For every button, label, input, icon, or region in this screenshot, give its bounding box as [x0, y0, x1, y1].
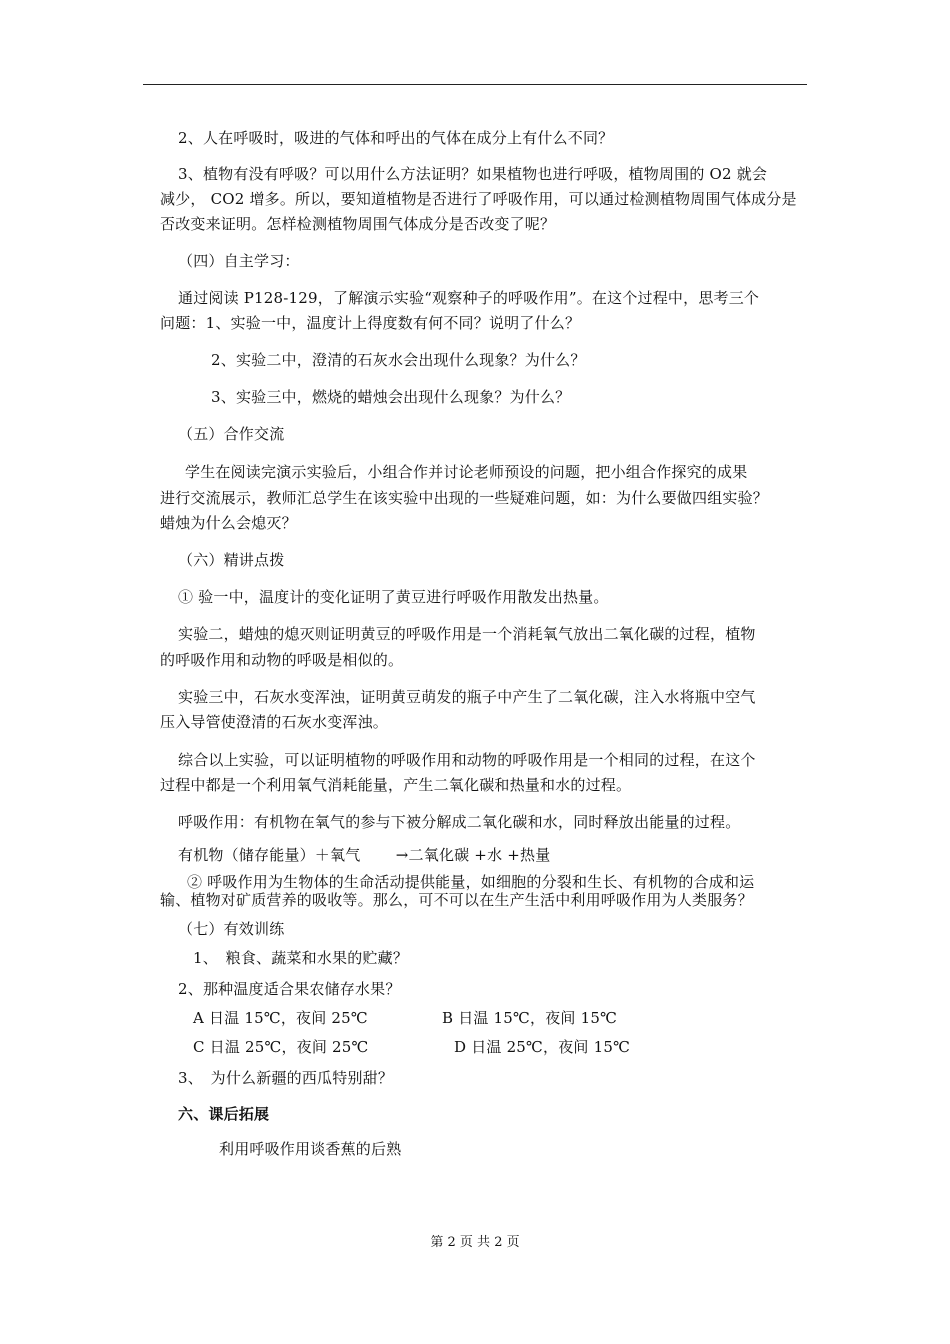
self-study-line-2: 问题：1、实验一中，温度计上得度数有何不同？说明了什么？ [160, 314, 581, 332]
section-heading-extension: 六、课后拓展 [178, 1105, 270, 1123]
summary-line-2: 过程中都是一个利用氧气消耗能量，产生二氧化碳和热量和水的过程。 [160, 776, 632, 794]
section-heading-7: （七）有效训练 [178, 920, 285, 938]
option-c: C 日温 25℃，夜间 25℃ [193, 1038, 369, 1056]
question-2: 2、人在呼吸时，吸进的气体和呼出的气体在成分上有什么不同？ [178, 129, 614, 147]
self-study-question-2: 2、实验二中，澄清的石灰水会出现什么现象？为什么？ [211, 351, 586, 369]
explanation-1: ① 验一中，温度计的变化证明了黄豆进行呼吸作用散发出热量。 [178, 588, 609, 606]
section-heading-4: （四）自主学习： [178, 252, 300, 270]
option-b: B 日温 15℃，夜间 15℃ [442, 1009, 618, 1027]
training-question-1: 1、 粮食、蔬菜和水果的贮藏？ [193, 949, 409, 967]
section-heading-5: （五）合作交流 [178, 425, 285, 443]
page-footer: 第 2 页 共 2 页 [430, 1235, 520, 1250]
extension-topic: 利用呼吸作用谈香蕉的后熟 [219, 1140, 402, 1158]
option-a: A 日温 15℃，夜间 25℃ [193, 1009, 368, 1027]
summary-line-1: 综合以上实验，可以证明植物的呼吸作用和动物的呼吸作用是一个相同的过程，在这个 [178, 751, 756, 769]
explanation-4-line-2: 输、植物对矿质营养的吸收等。那么，可不可以在生产生活中利用呼吸作用为人类服务？ [160, 891, 753, 909]
self-study-line-1: 通过阅读 P128-129，了解演示实验“观察种子的呼吸作用”。在这个过程中，思考三个 [178, 289, 760, 307]
respiration-equation: 有机物（储存能量）＋氧气 →二氧化碳 +水 +热量 [178, 846, 551, 864]
cooperation-line-1: 学生在阅读完演示实验后，小组合作并讨论老师预设的问题，把小组合作探究的成果 [185, 463, 748, 481]
explanation-4-line-1: ② 呼吸作用为生物体的生命活动提供能量，如细胞的分裂和生长、有机物的合成和运 [187, 873, 755, 891]
explanation-3-line-1: 实验三中，石灰水变浑浊，证明黄豆萌发的瓶子中产生了二氧化碳，注入水将瓶中空气 [178, 688, 756, 706]
training-question-3: 3、 为什么新疆的西瓜特别甜？ [178, 1069, 394, 1087]
cooperation-line-2: 进行交流展示，教师汇总学生在该实验中出现的一些疑难问题，如：为什么要做四组实验？ [160, 489, 769, 507]
explanation-2-line-2: 的呼吸作用和动物的呼吸是相似的。 [160, 651, 404, 669]
respiration-definition: 呼吸作用：有机物在氧气的参与下被分解成二氧化碳和水，同时释放出能量的过程。 [178, 813, 741, 831]
header-rule [143, 84, 807, 85]
option-d: D 日温 25℃，夜间 15℃ [454, 1038, 631, 1056]
self-study-question-3: 3、实验三中，燃烧的蜡烛会出现什么现象？为什么？ [211, 388, 571, 406]
explanation-3-line-2: 压入导管使澄清的石灰水变浑浊。 [160, 713, 389, 731]
question-3-line-3: 否改变来证明。怎样检测植物周围气体成分是否改变了呢？ [160, 215, 556, 233]
training-question-2: 2、那种温度适合果农储存水果？ [178, 980, 401, 998]
explanation-2-line-1: 实验二，蜡烛的熄灭则证明黄豆的呼吸作用是一个消耗氧气放出二氧化碳的过程，植物 [178, 625, 756, 643]
question-3-line-1: 3、植物有没有呼吸？可以用什么方法证明？如果植物也进行呼吸，植物周围的 O2 就会 [178, 165, 768, 183]
question-3-line-2: 减少， CO2 增多。所以，要知道植物是否进行了呼吸作用，可以通过检测植物周围气体成分是 [160, 190, 797, 208]
section-heading-6: （六）精讲点拨 [178, 551, 285, 569]
cooperation-line-3: 蜡烛为什么会熄灭？ [160, 514, 297, 532]
